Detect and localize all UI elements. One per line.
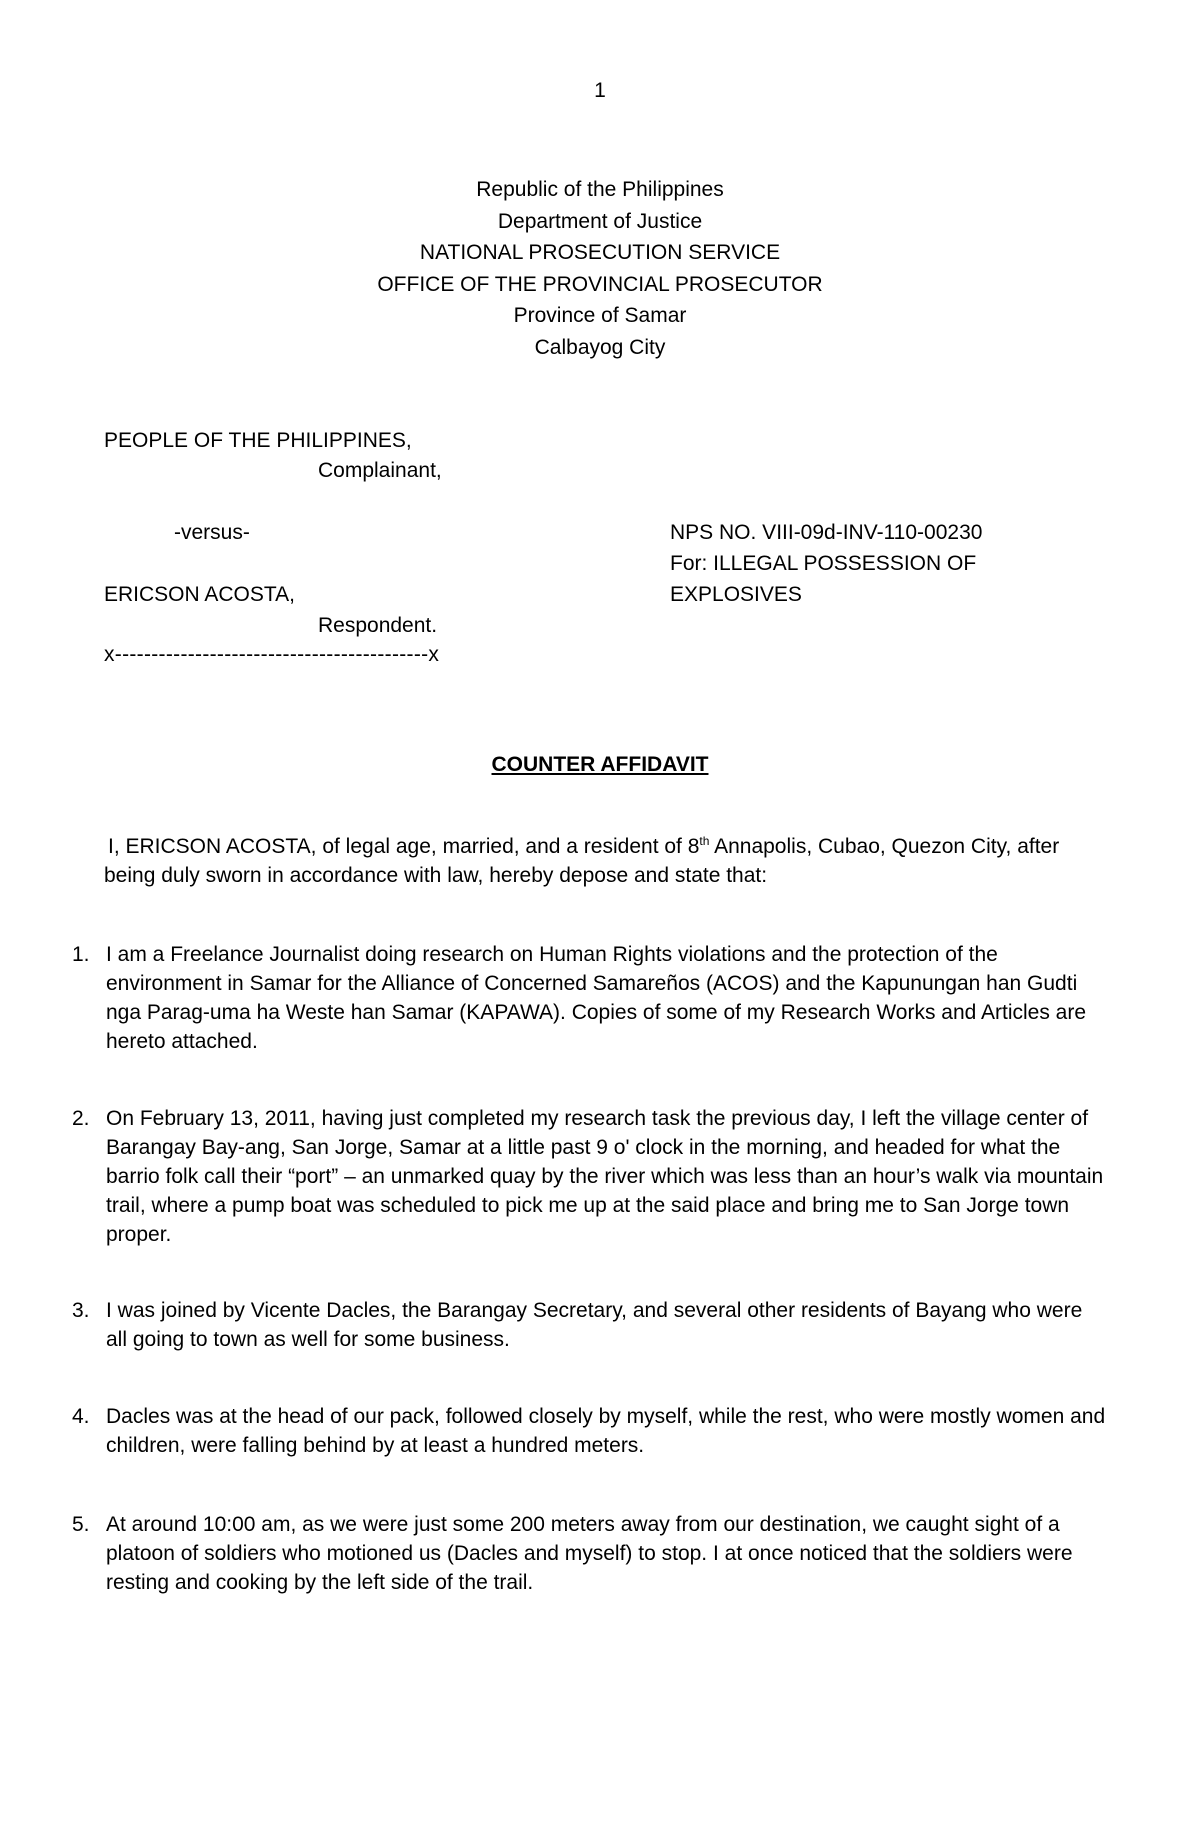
intro-superscript: th [699,834,710,848]
header-service: NATIONAL PROSECUTION SERVICE [419,241,781,264]
item-text: At around 10:00 am, as we were just some 200 meters away from our destination, we caught sight of a platoon of soldiers who motioned us (Dacles and myself) to stop. I at once noticed that the soldiers were resting and cooking by the left side of the trail. [106,1513,1073,1594]
header-department: Department of Justice [497,209,703,233]
item-number: 3. [72,1299,90,1322]
item-number: 5. [72,1513,90,1536]
respondent-role: Respondent. [318,614,438,637]
intro-paragraph [104,832,1114,890]
item-number: 4. [72,1405,90,1428]
item-text: On February 13, 2011, having just completed my research task the previous day, I left the village center of Barangay Bay-ang, San Jorge, Samar at a little past 9 o' clock in the morning, and headed for what the barrio folk call their “port” – an unmarked quay by the river which was less than an hour’s walk via mountain trail, where a pump boat was scheduled to pick me up at the said place and bring me to San Jorge town proper. [106,1107,1104,1246]
item-number: 1. [72,943,90,966]
page-number: 1 [594,79,606,102]
header-province: Province of Samar [513,304,687,327]
intro-text-1: I, ERICSON ACOSTA, of legal age, married, and a resident of 8 [108,835,700,858]
item-number: 2. [72,1107,90,1130]
respondent-name: ERICSON ACOSTA, [104,583,295,606]
complainant-role: Complainant, [318,459,442,482]
item-text: I was joined by Vicente Dacles, the Barangay Secretary, and several other residents of Bayang who were all going to town as well for some business. [106,1299,1083,1351]
item-text: I am a Freelance Journalist doing research on Human Rights violations and the protection of the environment in Samar for the Alliance of Concerned Samareños (ACOS) and the Kapunungan han Gudti nga Parag-uma ha Weste han Samar (KAPAWA). Copies of some of my Research Works and Articles are hereto attached. [106,943,1087,1053]
intro-text-2: Annapolis, Cubao, Quezon City, after being duly sworn in accordance with law, hereby depose and state that: [104,835,1060,887]
header-city: Calbayog City [534,335,666,359]
charge-line-2: EXPLOSIVES [670,583,802,606]
item-text: Dacles was at the head of our pack, followed closely by myself, while the rest, who were mostly women and children, were falling behind by at least a hundred meters. [106,1405,1106,1457]
office-header [0,174,1200,363]
complainant-name: PEOPLE OF THE PHILIPPINES, [104,429,412,452]
case-number: NPS NO. VIII-09d-INV-110-00230 [670,521,983,544]
document-title: COUNTER AFFIDAVIT [491,753,709,776]
header-office: OFFICE OF THE PROVINCIAL PROSECUTOR [377,272,823,296]
charge-line-1: For: ILLEGAL POSSESSION OF [670,552,977,575]
caption-separator: x-------------------------------------------x [104,643,440,666]
header-republic: Republic of the Philippines [476,178,724,201]
versus-label: -versus- [174,521,250,544]
